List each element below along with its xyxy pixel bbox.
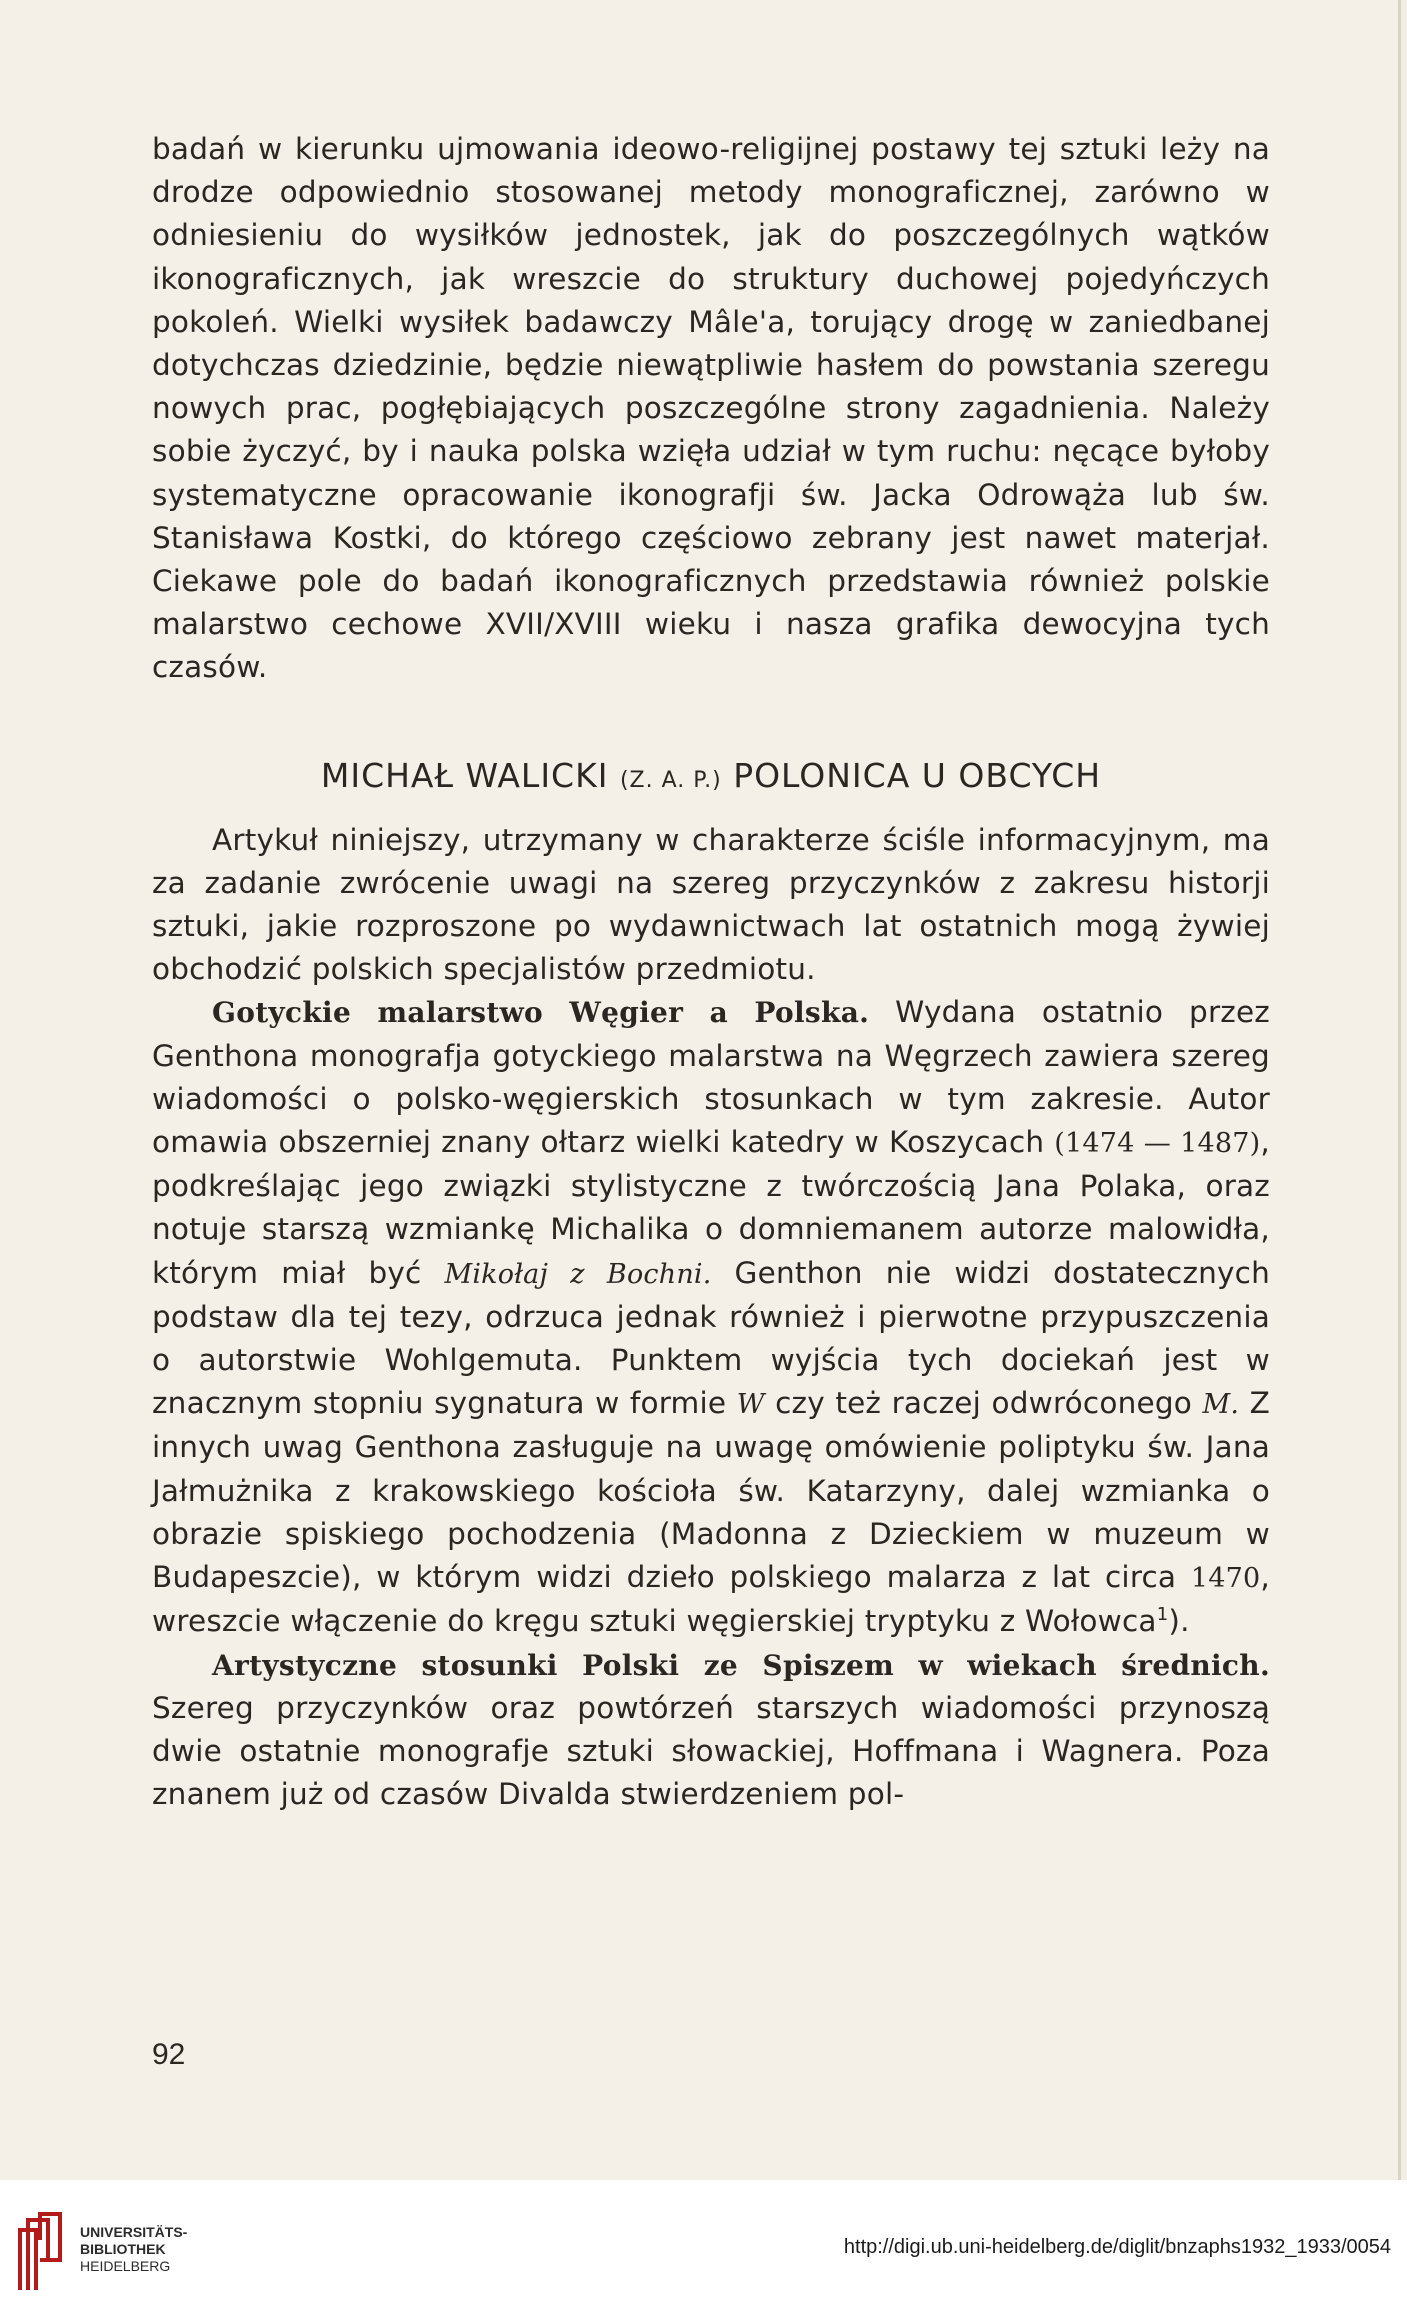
page-number: 92 <box>152 2038 186 2071</box>
section-text: Z innych uwag Genthona zasługuje na uwagę omówienie poliptyku św. Jana Jałmużnika z krakowskiego kościoła św. Katarzyny, dalej wzmianka o obrazie spiskiego pochodzenia (Madonna z Dzieckiem w muzeum w Budapeszcie), w którym widzi dzieło polskiego malarza z lat circa <box>152 1386 1270 1595</box>
section-title-spisz: Artystyczne stosunki Polski ze Spiszem w wiekach średnich. <box>212 1648 1270 1682</box>
italic-signature-m: M. <box>1202 1389 1240 1421</box>
section-text: ). <box>1168 1604 1190 1639</box>
section-text: , podkreślając jego związki stylistyczne z twórczością Jana Polaka, oraz notuje starszą wzmiankę Michalika o domniemanem autorze malowidła, którym miał być <box>152 1125 1270 1290</box>
article-title: POLONICA U OBCYCH <box>733 755 1102 795</box>
author-name: MICHAŁ WALICKI <box>320 755 609 795</box>
article-heading <box>152 756 1270 795</box>
opening-paragraph: badań w kierunku ujmowania ideowo-religijnej postawy tej sztuki leży na drodze odpowiednio stosowanej metody monograficznej, zarówno w odniesieniu do wysiłków jednostek, jak do poszczególnych wątków ikonograficznych, jak wreszcie do struktury duchowej pojedyńczych pokoleń. Wielki wysiłek badawczy Mâle'a, torujący drogę w zaniedbanej dotychczas dziedzinie, będzie niewątpliwie hasłem do powstania szeregu nowych prac, pogłębiających poszczególne strony zagadnienia. Należy sobie życzyć, by i nauka polska wzięła udział w tym ruchu: nęcące byłoby systematyczne opracowanie ikonografji św. Jacka Odrowąża lub św. Stanisława Kostki, do którego częściowo zebrany jest nawet materjał. Ciekawe pole do badań ikonograficznych przedstawia również polskie malarstwo cechowe XVII/XVIII wieku i nasza grafika dewocyjna tych czasów. <box>152 132 1270 685</box>
library-line-1: UNIVERSITÄTS- <box>80 2224 188 2240</box>
digitization-footer <box>0 2180 1407 2315</box>
source-url[interactable]: http://digi.ub.uni-heidelberg.de/diglit/bnzaphs1932_1933/0054 <box>843 2236 1391 2258</box>
library-name <box>80 2224 187 2275</box>
italic-signature-w: W <box>736 1389 765 1421</box>
year-1470: 1470 <box>1190 1563 1261 1595</box>
section-text: Szereg przyczynków oraz powtórzeń starszych wiadomości przynoszą dwie ostatnie monografje sztuki słowackiej, Hoffmana i Wagnera. Poza znanem już od czasów Divalda stwierdzeniem pol- <box>152 1690 1270 1812</box>
library-logo-icon <box>14 2210 66 2292</box>
section-spisz <box>152 1644 1270 1817</box>
section-text: czy też raczej odwróconego <box>764 1386 1203 1421</box>
author-initials: (Z. A. P.) <box>619 767 722 793</box>
section-text: , wreszcie włączenie do kręgu sztuki węgierskiej tryptyku z Wołowca <box>152 1560 1270 1639</box>
footnote-mark: 1 <box>1156 1604 1169 1626</box>
intro-paragraph: Artykuł niniejszy, utrzymany w charakterze ściśle informacyjnym, ma za zadanie zwrócenie uwagi na szereg przyczynków z zakresu historji sztuki, jakie rozproszone po wydawnictwach lat ostatnich mogą żywiej obchodzić polskich specjalistów przedmiotu. <box>152 822 1270 987</box>
section-text: Genthon nie widzi dostatecznych podstaw dla tej tezy, odrzuca jednak również i pierwotne przypuszczenia o autorstwie Wohlgemuta. Punktem wyjścia tych dociekań jest w znacznym stopniu sygnatura w formie <box>152 1255 1270 1421</box>
years-range: (1474 — 1487) <box>1054 1128 1261 1160</box>
section-gotyckie <box>152 991 1270 1643</box>
library-line-2: BIBLIOTHEK <box>80 2241 166 2257</box>
italic-name: Mikołaj z Bochni. <box>444 1258 712 1290</box>
section-title-gotyckie: Gotyckie malarstwo Węgier a Polska. <box>212 996 870 1030</box>
section-text: Wydana ostatnio przez Genthona monografja gotyckiego malarstwa na Węgrzech zawiera szereg wiadomości o polsko-węgierskich stosunkach w tym zakresie. Autor omawia obszerniej znany ołtarz wielki katedry w Koszycach <box>152 995 1270 1160</box>
text-column <box>152 128 1270 1816</box>
library-line-3: HEIDELBERG <box>80 2258 171 2274</box>
